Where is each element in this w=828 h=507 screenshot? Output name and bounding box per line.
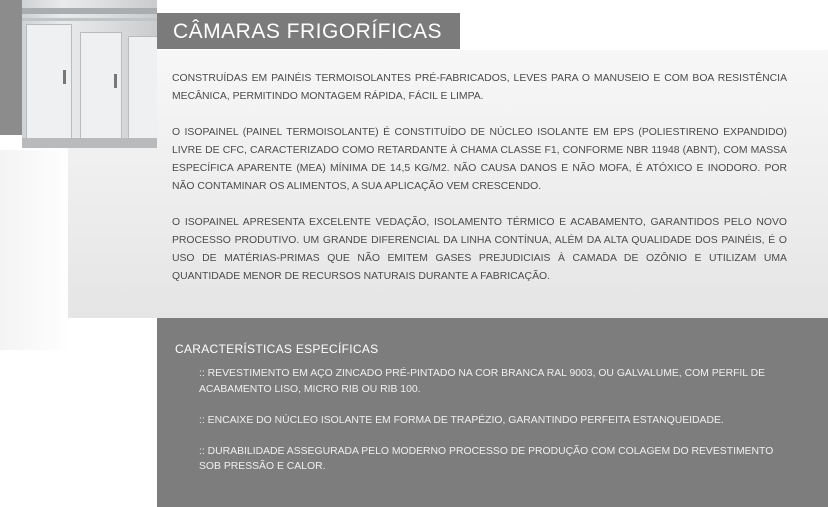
cold-room-door-right	[128, 36, 157, 142]
background-fade	[0, 150, 70, 350]
page-title: CÂMARAS FRIGORÍFICAS	[173, 20, 443, 43]
specs-heading: CARACTERÍSTICAS ESPECÍFICAS	[175, 342, 379, 356]
title-bar	[157, 13, 460, 49]
intro-text	[172, 70, 787, 304]
door-rail	[22, 8, 157, 14]
cold-room-photo	[22, 0, 157, 148]
spec-item: :: DURABILIDADE ASSEGURADA PELO MODERNO PROCESSO DE PRODUÇÃO COM COLAGEM DO REVESTIMENTO SOB PRESSÃO E CALOR.	[199, 445, 774, 472]
intro-paragraph: O ISOPAINEL (PAINEL TERMOISOLANTE) É CONSTITUÍDO DE NÚCLEO ISOLANTE EM EPS (POLIESTIRENO EXPANDIDO) LIVRE DE CFC, CARACTERIZADO COMO RETARDANTE À CHAMA CLASSE F1, CONFORME NBR 11948 (ABNT), COM MASSA ESPECÍFICA APARENTE (MEA) MÍNIMA DE 14,5 KG/M2. NÃO CAUSA DANOS E NÃO MOFA, É ATÓXICO E INODORO. POR NÃO CONTAMINAR OS ALIMENTOS, A SUA APLICAÇÃO VEM CRESCENDO.	[172, 127, 787, 192]
intro-paragraph: O ISOPAINEL APRESENTA EXCELENTE VEDAÇÃO, ISOLAMENTO TÉRMICO E ACABAMENTO, GARANTIDOS PELO NOVO PROCESSO PRODUTIVO. UM GRANDE DIFERENCIAL DA LINHA CONTÍNUA, ALÉM DA ALTA QUALIDADE DOS PAINÉIS, É O USO DE MATÉRIAS-PRIMAS QUE NÃO EMITEM GASES PREJUDICIAIS À CAMADA DE OZÔNIO E UTILIZAM UMA QUANTIDADE MENOR DE RECURSOS NATURAIS DURANTE A FABRICAÇÃO.	[172, 217, 787, 282]
specs-list	[199, 366, 775, 490]
floor	[22, 138, 157, 148]
spec-item: :: ENCAIXE DO NÚCLEO ISOLANTE EM FORMA DE TRAPÉZIO, GARANTINDO PERFEITA ESTANQUEIDADE.	[199, 414, 724, 426]
intro-paragraph: CONSTRUÍDAS EM PAINÉIS TERMOISOLANTES PRÉ-FABRICADOS, LEVES PARA O MANUSEIO E COM BOA RESISTÊNCIA MECÂNICA, PERMITINDO MONTAGEM RÁPIDA, FÁCIL E LIMPA.	[172, 73, 787, 102]
spec-item: :: REVESTIMENTO EM AÇO ZINCADO PRÉ-PINTADO NA COR BRANCA RAL 9003, OU GALVALUME, COM PERFIL DE ACABAMENTO LISO, MICRO RIB OU RIB 100.	[199, 368, 766, 395]
left-accent-bar	[0, 0, 22, 135]
specs-box	[157, 318, 828, 507]
door-handle	[114, 74, 117, 88]
door-rail-secondary	[22, 18, 157, 21]
door-handle	[63, 70, 66, 84]
